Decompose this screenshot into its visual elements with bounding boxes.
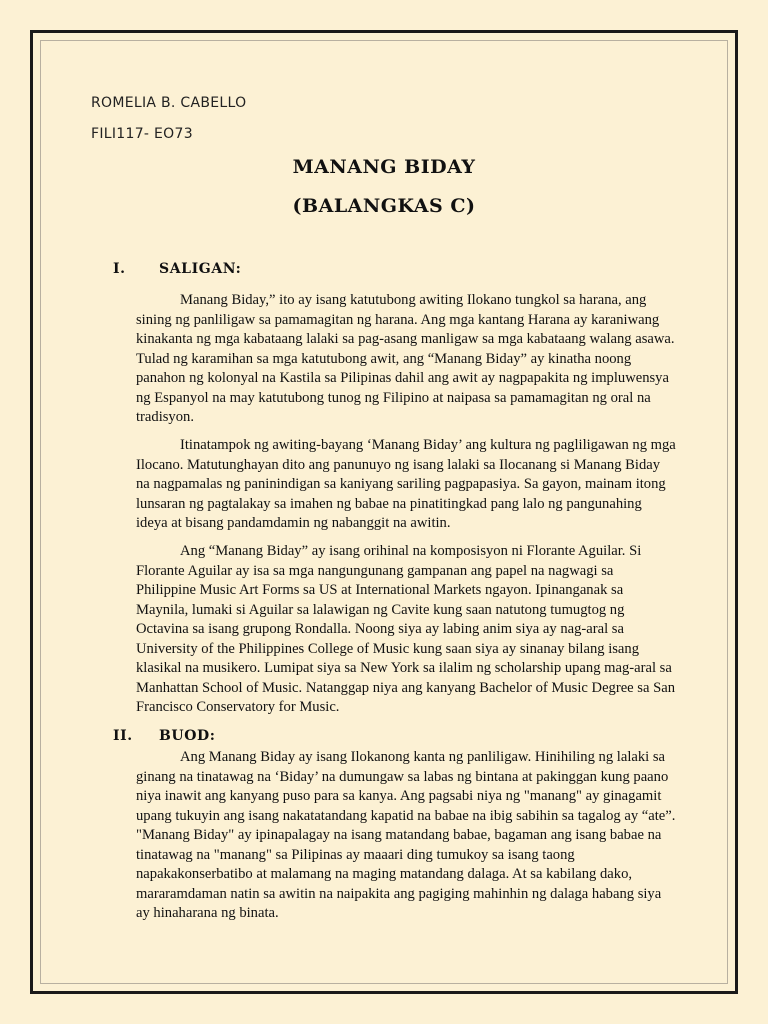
document-subtitle: (BALANGKAS C) (292, 195, 476, 217)
saligan-paragraph-3: Ang “Manang Biday” ay isang orihinal na komposisyon ni Florante Aguilar. Si Florante Aguilar ay isa sa mga nangungunang gampanan ang papel na nagwagi sa Philippine Music Art Forms sa US at International Markets ngayon. Ipinanganak sa Maynila, lumaki si Aguilar sa lalawigan ng Cavite kung saan natutong tumugtog ng Octavina sa isang grupong Rondalla. Noong siya ay labing anim siya ay nag-aral sa University of the Philippines College of Music kung saan siya ay sinanay bilang isang klasikal na musikero. Lumipat siya sa New York sa ilalim ng scholarship upang mag-aral sa Manhattan School of Music. Natanggap niya ang kanyang Bachelor of Music Degree sa San Francisco Conservatory for Music. (136, 543, 676, 715)
author-name: ROMELIA B. CABELLO (91, 95, 247, 111)
document-title: MANANG BIDAY (292, 156, 476, 178)
saligan-paragraph-2: Itinatampok ng awiting-bayang ‘Manang Biday’ ang kultura ng pagliligawan ng mga Ilocano. Matutunghayan dito ang panunuyo ng isang lalaki sa Ilocanang si Manang Biday na nagpamalas ng paninindigan sa kaniyang sariling pagpapasiya. Sa gayon, mainam itong lunsaran ng pagtalakay sa imahen ng babae na pinatitingkad pang lalo ng pangunahing ideya at bisang pandamdamin ng nabanggit na awitin. (136, 437, 676, 531)
section-title: SALIGAN: (159, 261, 242, 277)
section-title: BUOD: (159, 728, 216, 744)
section-heading-saligan (113, 261, 241, 277)
buod-paragraph-1: Ang Manang Biday ay isang Ilokanong kanta ng panliligaw. Hinihiling ng lalaki sa ginang na tinatawag na ‘Biday’ na dumungaw sa labas ng bintana at pakinggan kung paano niya inawit ang kanyang puso para sa kanya. Ang pagsabi niya ng "manang" ay ginagamit upang tukuyin ang isang nakatatandang kapatid na babae na ibig sabihin sa tagalog ay “ate”. "Manang Biday" ay ipinapalagay na isang matandang babae, bagaman ang isang babae na tinatawag na "manang" sa Pilipinas ay maaari ding tumukoy sa isang taong napakakonserbatibo at malamang na maging matandang dalaga. At sa kabilang dako, mararamdaman natin sa awitin na naipakita ang pagiging mahinhin ng dalaga habang siya ay hinaharana ng binata. (136, 749, 676, 921)
section-heading-buod (113, 728, 216, 744)
saligan-paragraph-1: Manang Biday,” ito ay isang katutubong awiting Ilokano tungkol sa harana, ang sining ng panliligaw sa pamamagitan ng harana. Ang mga kantang Harana ay karaniwang kinakanta ng mga kabataang lalaki sa pag-asang manligaw sa mga kabataang walang asawa. Tulad ng karamihan sa mga katutubong awit, ang “Manang Biday” ay kinatha noong panahon ng kolonyal na Kastila sa Pilipinas dahil ang awit ay nagpapakita ng impluwensya ng Espanyol na may katutubong tunog ng Filipino at naipasa sa pamamagitan ng oral na tradisyon. (136, 292, 675, 425)
course-code: FILI117- EO73 (91, 126, 193, 142)
section-number: II. (113, 728, 133, 744)
section-number: I. (113, 261, 126, 277)
